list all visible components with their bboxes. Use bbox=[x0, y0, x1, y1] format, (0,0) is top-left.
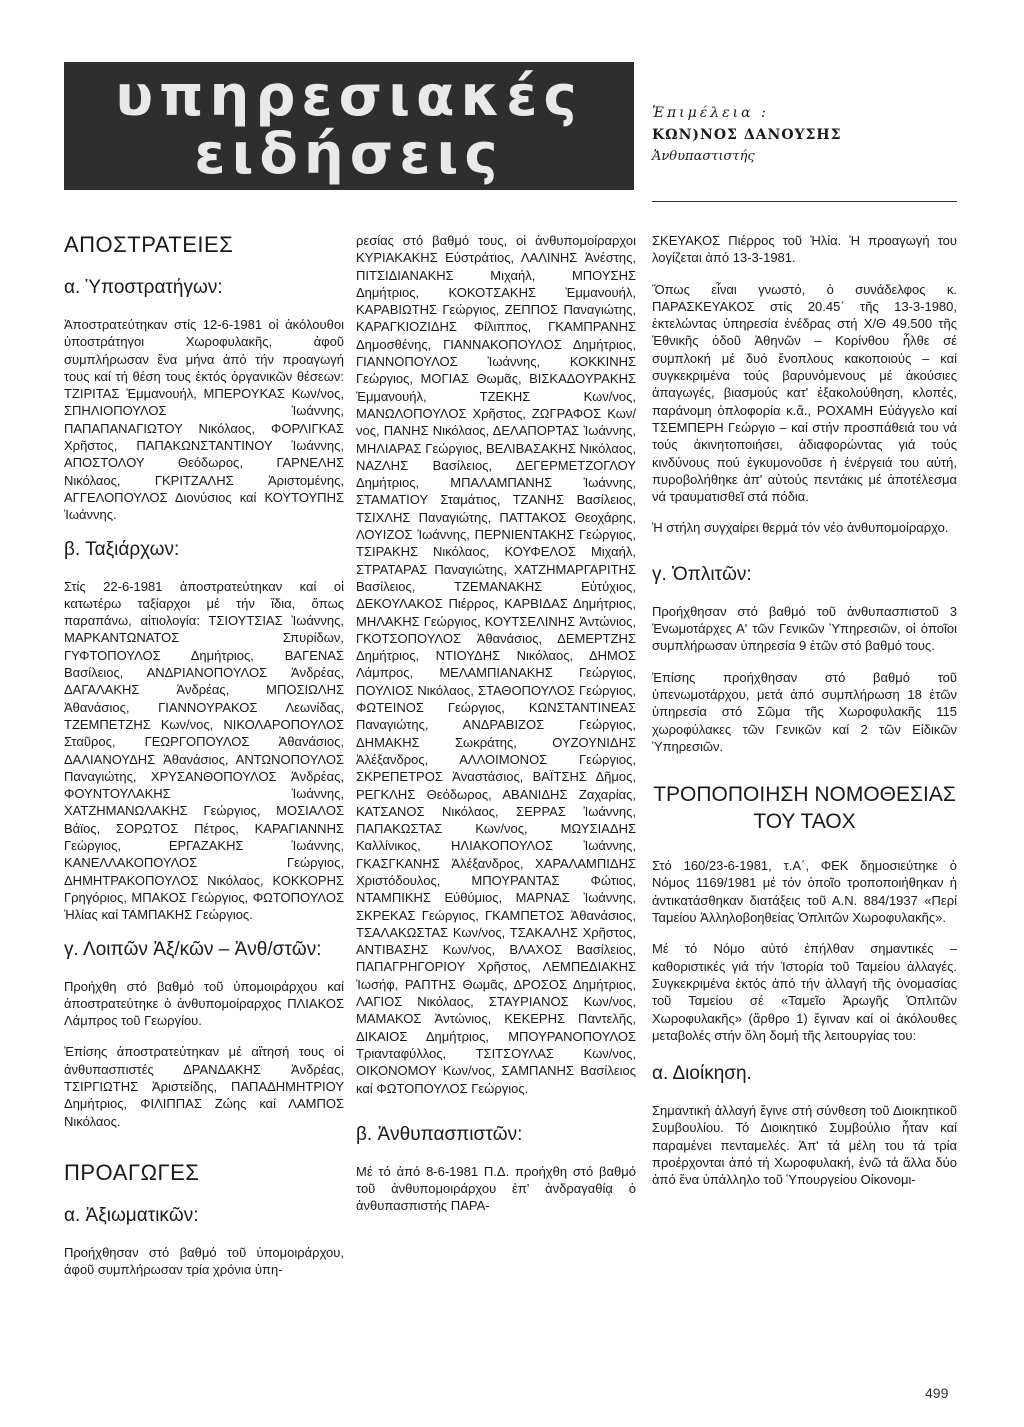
paragraph: Προήχθη στό βαθμό τοῦ ὑπομοιράρχου καί ἀποστρατεύτηκε ὁ ἀνθυπομοίραρχος ΠΛΙΑΚΟΣ Λάμπρος τοῦ Γεωργίου. bbox=[64, 978, 344, 1029]
subheading-warrant-officers: β. Ἀνθυπασπιστῶν: bbox=[356, 1123, 523, 1145]
column-3 bbox=[652, 232, 957, 1203]
section-heading-legislation: ΤΡΟΠΟΠΟΙΗΣΗ ΝΟΜΟΘΕΣΙΑΣ ΤΟΥ ΤΑΟΧ bbox=[653, 783, 956, 834]
page-number: 499 bbox=[925, 1385, 949, 1401]
section-heading-promotions: ΠΡΟΑΓΩΓΕΣ bbox=[64, 1159, 200, 1185]
section-heading-retirements: ΑΠΟΣΤΡΑΤΕΙΕΣ bbox=[64, 232, 234, 257]
editor-rank: Ἀνθυπαστιστής bbox=[652, 149, 755, 164]
paragraph: Προήχθησαν στό βαθμό τοῦ ἀνθυπασπιστοῦ 3 Ἐνωμοτάρχες Α' τῶν Γενικῶν Ὑπηρεσιῶν, οἱ ὁποῖοι συμπλήρωσαν ὑπηρεσία 9 ἐτῶν στό βαθμό τους. bbox=[652, 603, 957, 654]
header-title-line1: υπηρεσιακές bbox=[115, 64, 583, 129]
column-2 bbox=[356, 232, 636, 1229]
paragraph: Μέ τό Νόμο αὐτό ἐπήλθαν σημαντικές – καθοριστικές γιά τήν Ἱστορία τοῦ Ταμείου ἀλλαγές. Συγκεκριμένα ἐκτός ἀπό τήν ἀλλαγή τῆς ὀνομασίας τοῦ Ταμείου σέ «Ταμεῖο Ἀρωγῆς Ὁπλιτῶν Χωροφυλακῆς» (ἄρθρο 1) ἔγιναν καί οἱ ἀκόλουθες μεταβολές στήν ὅλη δομή τῆς λειτουργίας του: bbox=[652, 941, 957, 1043]
header-banner bbox=[64, 62, 634, 190]
subheading-administration: α. Διοίκηση. bbox=[652, 1063, 752, 1085]
header-title-line2: ειδήσεις bbox=[194, 122, 504, 187]
column-1 bbox=[64, 232, 344, 1292]
paragraph: Στό 160/23-6-1981, τ.Α΄, ΦΕΚ δημοσιεύτηκε ὁ Νόμος 1169/1981 μέ τόν ὁποῖο τροποποιήθηκαν ἡ ἀντικατάσθηκαν διατάξεις τοῦ Α.Ν. 884/1937 «Περί Ταμείου Ἀλληλοβοηθείας Ὁπλιτῶν Χωροφυλακῆς». bbox=[652, 858, 957, 926]
subheading-officers: α. Ἀξιωματικῶν: bbox=[64, 1204, 199, 1226]
subheading-other-officers: γ. Λοιπῶν Ἀξ/κῶν – Ἀνθ/στῶν: bbox=[64, 938, 322, 960]
subheading-brigadiers: β. Ταξιάρχων: bbox=[64, 538, 180, 560]
paragraph: Ἡ στήλη συγχαίρει θερμά τόν νέο ἀνθυπομοίραρχο. bbox=[652, 520, 949, 536]
subheading-hoplites: γ. Ὁπλιτῶν: bbox=[652, 563, 752, 585]
paragraph: Στίς 22-6-1981 ἀποστρατεύτηκαν καί οἱ κατωτέρω ταξίαρχοι μέ τήν ἴδια, ὅπως παραπάνω, αἰτιολογία: ΤΣΙΟΥΤΣΙΑΣ Ἰωάννης, ΜΑΡΚΑΝΤΩΝΑΤΟΣ Σπυρίδων, ΓΥΦΤΟΠΟΥΛΟΣ Δημήτριος, ΒΑΓΕΝΑΣ Βασίλειος, ΑΝΔΡΙΑΝΟΠΟΥΛΟΣ Ἀνδρέας, ΔΑΓΑΛΑΚΗΣ Ἀνδρέας, ΜΠΟΣΙΩΛΗΣ Ἀθανάσιος, ΓΙΑΝΝΟΥΡΑΚΟΣ Λεωνίδας, ΤΖΕΜΠΕΤΖΗΣ Κων/νος, ΝΙΚΟΛΑΡΟΠΟΥΛΟΣ Σταῦρος, ΓΕΩΡΓΟΠΟΥΛΟΣ Ἀθανάσιος, ΔΑΛΙΑΝΟΥΔΗΣ Ἀθανάσιος, ΑΝΤΩΝΟΠΟΥΛΟΣ Παναγιώτης, ΧΡΥΣΑΝΘΟΠΟΥΛΟΣ Ἀνδρέας, ΦΟΥΝΤΟΥΛΑΚΗΣ Ἰωάννης, ΧΑΤΖΗΜΑΝΩΛΑΚΗΣ Γεώργιος, ΜΟΣΙΑΛΟΣ Βάϊος, ΣΟΡΩΤΟΣ Πέτρος, ΚΑΡΑΓΙΑΝΝΗΣ Γεώργιος, ΕΡΓΑΖΑΚΗΣ Ἰωάννης, ΚΑΝΕΛΛΑΚΟΠΟΥΛΟΣ Γεώργιος, ΔΗΜΗΤΡΑΚΟΠΟΥΛΟΣ Νικόλαος, ΚΟΚΚΟΡΗΣ Γρηγόριος, ΜΠΑΚΟΣ Γεώργιος, ΦΩΤΟΠΟΥΛΟΣ Ἠλίας καί ΤΑΜΠΑΚΗΣ Γεώργιος. bbox=[64, 578, 344, 923]
editor-divider bbox=[652, 201, 957, 202]
editor-name: ΚΩΝ)ΝΟΣ ΔΑΝΟΥΣΗΣ bbox=[652, 127, 842, 143]
editor-credit bbox=[652, 102, 957, 168]
paragraph: Σημαντική ἀλλαγή ἔγινε στή σύνθεση τοῦ Διοικητικοῦ Συμβουλίου. Τό Διοικητικό Συμβούλιο ἦταν καί παραμένει πενταμελές. Ἀπ' τά μέλη του τά τρία προέρχονται ἀπό τή Χωροφυλακή, ἐνῶ τά ἄλλα δύο ἀπό ἕνα ὑπάλληλο τοῦ Ὑπουργείου Οἰκονομι- bbox=[652, 1103, 957, 1188]
paragraph: Ὅπως εἶναι γνωστό, ὁ συνάδελφος κ. ΠΑΡΑΣΚΕΥΑΚΟΣ στίς 20.45΄ τῆς 13-3-1980, ἐκτελώντας ὑπηρεσία ἐνέδρας στή Χ/Θ 49.500 τῆς Ἐθνικῆς ὁδοῦ Ἀθηνῶν – Κορίνθου ἦλθε σέ συμπλοκή μέ δυό ἔνοπλους κακοποιούς – καί συγκεκριμένα τούς βαρυνόμενους μέ ἀκούσιες ἀπαγωγές, βιασμούς κατ' ἐξακολούθηση, κλοπές, παράνομη ὁπλοφορία κ.ἄ., ΡΟΧΑΜΗ Εὐάγγελο καί ΤΣΕΜΠΕΡΗ Γεώργιο – καί στήν προσπάθειά του νά τούς ἀκινητοποιήσει, ἀδιαφορώντας γιά τούς κινδύνους πού ἐγκυμονοῦσε ἡ ἐνέργειά του αὐτή, πυροβολήθηκε ἀπ' αὐτούς πεντάκις μέ ἀποτέλεσμα νά τραυματισθεῖ στά πόδια. bbox=[652, 281, 957, 505]
paragraph: Μέ τό ἀπό 8-6-1981 Π.Δ. προήχθη στό βαθμό τοῦ ἀνθυπομοιράρχου ἐπ' ἀνδραγαθίᾳ ὁ ἀνθυπασπιστής ΠΑΡΑ- bbox=[356, 1163, 636, 1214]
paragraph: Ἀποστρατεύτηκαν στίς 12-6-1981 οἱ ἀκόλουθοι ὑποστράτηγοι Χωροφυλακῆς, ἀφοῦ συμπλήρωσαν ἕνα μήνα ἀπό τήν προαγωγή τους καί τή θέση τους ἐκτός ὀργανικῶν θέσεων: ΤΖΙΡΙΤΑΣ Ἐμμανουήλ, ΜΠΕΡΟΥΚΑΣ Κων/νος, ΣΠΗΛΙΟΠΟΥΛΟΣ Ἰωάννης, ΠΑΠΑΠΑΝΑΓΙΩΤΟΥ Νικόλαος, ΦΟΡΛΙΓΚΑΣ Χρῆστος, ΠΑΠΑΚΩΝΣΤΑΝΤΙΝΟΥ Ἰωάννης, ΑΠΟΣΤΟΛΟΥ Θεόδωρος, ΓΑΡΝΕΛΗΣ Νικόλαος, ΓΚΡΙΤΖΑΛΗΣ Ἀριστομένης, ΑΓΓΕΛΟΠΟΥΛΟΣ Διονύσιος καί ΚΟΥΤΟΥΠΗΣ Ἰωάννης. bbox=[64, 317, 344, 523]
paragraph: Ἐπίσης ἀποστρατεύτηκαν μέ αἴτησή τους οἱ ἀνθυπασπιστές ΔΡΑΝΔΑΚΗΣ Ἀνδρέας, ΤΣΙΡΓΙΩΤΗΣ Ἀριστείδης, ΠΑΠΑΔΗΜΗΤΡΙΟΥ Δημήτριος, ΦΙΛΙΠΠΑΣ Ζώης καί ΛΑΜΠΟΣ Νικόλαος. bbox=[64, 1044, 344, 1129]
paragraph: Ἐπίσης προήχθησαν στό βαθμό τοῦ ὑπενωμοτάρχου, μετά ἀπό συμπλήρωση 18 ἐτῶν ὑπηρεσία στό Σῶμα τῆς Χωροφυλακῆς 115 χωροφύλακες τῶν Γενικῶν καί 2 τῶν Εἰδικῶν Ὑπηρεσιῶν. bbox=[652, 669, 957, 754]
subheading-major-generals: α. Ὑποστρατήγων: bbox=[64, 277, 223, 298]
paragraph: ΣΚΕΥΑΚΟΣ Πιέρρος τοῦ Ἠλία. Ἡ προαγωγή του λογίζεται ἀπό 13-3-1981. bbox=[652, 233, 957, 266]
paragraph: ρεσίας στό βαθμό τους, οἱ ἀνθυπομοίραρχοι ΚΥΡΙΑΚΑΚΗΣ Εὐστράτιος, ΛΑΛΙΝΗΣ Ἀνέστης, ΠΙΤΣΙΔΙΑΝΑΚΗΣ Μιχαήλ, ΜΠΟΥΣΗΣ Δημήτριος, ΚΟΚΟΤΣΑΚΗΣ Ἐμμανουήλ, ΚΑΡΑΒΙΩΤΗΣ Γεώργιος, ΖΕΠΠΟΣ Παναγιώτης, ΚΑΡΑΓΚΙΟΖΙΔΗΣ Φίλιππος, ΓΚΑΜΠΡΑΝΗΣ Δημοσθένης, ΓΙΑΝΝΑΚΟΠΟΥΛΟΣ Δημήτριος, ΓΙΑΝΝΟΠΟΥΛΟΣ Ἰωάννης, ΚΟΚΚΙΝΗΣ Γεώργιος, ΜΟΓΙΑΣ Θωμᾶς, ΒΙΣΚΑΔΟΥΡΑΚΗΣ Ἐμμανουήλ, ΤΖΕΚΗΣ Κων/νος, ΜΑΝΩΛΟΠΟΥΛΟΣ Χρῆστος, ΖΩΓΡΑΦΟΣ Κων/νος, ΠΑΝΗΣ Νικόλαος, ΔΕΛΑΠΟΡΤΑΣ Ἰωάννης, ΜΗΛΙΑΡΑΣ Γεώργιος, ΒΕΛΙΒΑΣΑΚΗΣ Νικόλαος, ΝΑΖΛΗΣ Βασίλειος, ΔΕΓΕΡΜΕΤΖΟΓΛΟΥ Δημήτριος, ΜΠΑΛΑΜΠΑΝΗΣ Ἰωάννης, ΣΤΑΜΑΤΙΟΥ Σταμάτιος, ΤΖΑΝΗΣ Βασίλειος, ΤΣΙΧΛΗΣ Παναγιώτης, ΠΑΤΤΑΚΟΣ Θεοχάρης, ΛΟΥΙΖΟΣ Ἰωάννης, ΠΕΡΝΙΕΝΤΑΚΗΣ Γεώργιος, ΤΣΙΡΑΚΗΣ Νικόλαος, ΚΟΥΦΕΛΟΣ Μιχαήλ, ΣΤΡΑΤΑΡΑΣ Παναγιώτης, ΧΑΤΖΗΜΑΡΓΑΡΙΤΗΣ Βασίλειος, ΤΖΕΜΑΝΑΚΗΣ Εὐτύχιος, ΔΕΚΟΥΛΑΚΟΣ Πιέρρος, ΚΑΡΒΙΔΑΣ Δημήτριος, ΜΗΛΑΚΗΣ Γεώργιος, ΚΟΥΤΣΕΛΙΝΗΣ Ἀντώνιος, ΓΚΟΤΣΟΠΟΥΛΟΣ Ἀθανάσιος, ΔΕΜΕΡΤΖΗΣ Δημήτριος, ΝΤΙΟΥΔΗΣ Νικόλαος, ΔΗΜΟΣ Λάμπρος, ΜΕΛΑΜΠΙΑΝΑΚΗΣ Γεώργιος, ΠΟΥΛΙΟΣ Νικόλαος, ΣΤΑΘΟΠΟΥΛΟΣ Γεώργιος, ΦΩΤΕΙΝΟΣ Γεώργιος, ΚΩΝΣΤΑΝΤΙΝΕΑΣ Παναγιώτης, ΑΝΔΡΑΒΙΖΟΣ Γεώργιος, ΔΗΜΑΚΗΣ Σωκράτης, ΟΥΖΟΥΝΙΔΗΣ Ἀλέξανδρος, ΑΛΛΟΙΜΟΝΟΣ Γεώργιος, ΣΚΡΕΠΕΤΡΟΣ Ἀναστάσιος, ΒΑΪΤΣΗΣ Δῆμος, ΡΕΓΚΛΗΣ Θεόδωρος, ΑΒΑΝΙΔΗΣ Ζαχαρίας, ΚΑΤΣΑΝΟΣ Νικόλαος, ΣΕΡΡΑΣ Ἰωάννης, ΠΑΠΑΚΩΣΤΑΣ Κων/νος, ΜΩΥΣΙΑΔΗΣ Καλλίνικος, ΗΛΙΑΚΟΠΟΥΛΟΣ Ἰωάννης, ΓΚΑΣΓΚΑΝΗΣ Ἀλέξανδρος, ΧΑΡΑΛΑΜΠΙΔΗΣ Χριστόδουλος, ΜΠΟΥΡΑΝΤΑΣ Φώτιος, ΝΤΑΜΠΙΚΗΣ Εὐθύμιος, ΜΑΡΝΑΣ Ἰωάννης, ΣΚΡΕΚΑΣ Γεώργιος, ΓΚΑΜΠΕΤΟΣ Ἀθανάσιος, ΤΣΑΛΑΚΩΣΤΑΣ Κων/νος, ΤΣΑΚΑΛΗΣ Χρῆστος, ΑΝΤΙΒΑΣΗΣ Κων/νος, ΒΛΑΧΟΣ Βασίλειος, ΠΑΠΑΓΡΗΓΟΡΙΟΥ Χρῆστος, ΛΕΜΠΕΔΙΑΚΗΣ Ἰωσήφ, ΡΑΠΤΗΣ Θωμᾶς, ΔΡΟΣΟΣ Δημήτριος, ΛΑΓΙΟΣ Νικόλαος, ΣΤΑΥΡΙΑΝΟΣ Κων/νος, ΜΑΜΑΚΟΣ Ἀντώνιος, ΚΕΚΕΡΗΣ Παντελῆς, ΔΙΚΑΙΟΣ Δημήτριος, ΜΠΟΥΡΑΝΟΠΟΥΛΟΣ Τριανταφύλλος, ΤΣΙΤΣΟΥΛΑΣ Κων/νος, ΟΙΚΟΝΟΜΟΥ Κων/νος, ΣΑΜΠΑΝΗΣ Βασίλειος καί ΦΩΤΟΠΟΥΛΟΣ Γεώργιος. bbox=[356, 233, 636, 1096]
paragraph: Προήχθησαν στό βαθμό τοῦ ὑπομοιράρχου, ἀφοῦ συμπλήρωσαν τρία χρόνια ὑπη- bbox=[64, 1244, 344, 1278]
editor-label: Ἐπιμέλεια : bbox=[652, 105, 769, 121]
